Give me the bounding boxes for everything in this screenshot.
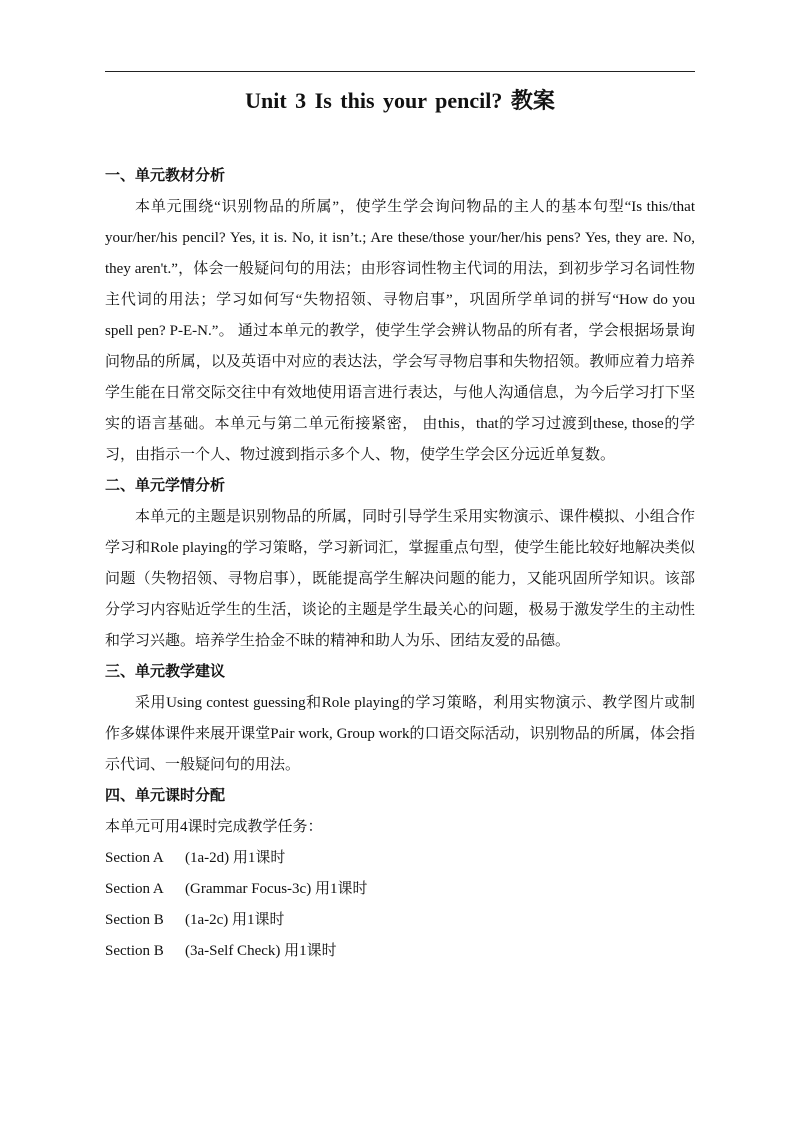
schedule-intro: 本单元可用4课时完成教学任务： bbox=[105, 819, 323, 835]
schedule-item bbox=[105, 936, 695, 967]
schedule-item-section: Section A bbox=[105, 850, 164, 866]
section-heading-learner: 二、单元学情分析 bbox=[105, 478, 226, 494]
schedule-item-section: Section B bbox=[105, 943, 164, 959]
schedule-item-section: Section B bbox=[105, 912, 164, 928]
section-body-analysis: 本单元围绕“识别物品的所属”，使学生学会询问物品的主人的基本句型“Is this/that your/her/his pencil? Yes, it is. No, it isn’t.; Are these/those your/her/his pens? Yes, they are. No, they aren't.”，体会一般疑问句的用法；由形容词性物主代词的用法，到初步学习名词性物主代词的用法；学习如何写“失物招领、寻物启事”，巩固所学单词的拼写“How do you spell pen? P-E-N.”。 通过本单元的教学，使学生学会辨认物品的所有者，学会根据场景询问物品的所属，以及英语中对应的表达法，学会写寻物启事和失物招领。教师应着力培养学生能在日常交际交往中有效地使用语言进行表达，与他人沟通信息，为今后学习打下坚实的语言基础。本单元与第二单元衔接紧密， 由this，that的学习过渡到these, those的学习，由指示一个人、物过渡到指示多个人、物，使学生学会区分远近单复数。 bbox=[105, 199, 695, 463]
schedule-item bbox=[105, 874, 695, 905]
schedule-item bbox=[105, 843, 695, 874]
section-heading-suggestions: 三、单元教学建议 bbox=[105, 664, 226, 680]
section-heading-analysis: 一、单元教材分析 bbox=[105, 168, 226, 184]
schedule-item-content: (1a-2c) 用1课时 bbox=[185, 912, 285, 928]
section-body-learner: 本单元的主题是识别物品的所属，同时引导学生采用实物演示、课件模拟、小组合作学习和Role playing的学习策略，学习新词汇，掌握重点句型，使学生能比较好地解决类似问题（失物招领、寻物启事），既能提高学生解决问题的能力，又能巩固所学知识。该部分学习内容贴近学生的生活，谈论的主题是学生最关心的问题，极易于激发学生的主动性和学习兴趣。培养学生拾金不昧的精神和助人为乐、团结友爱的品德。 bbox=[105, 509, 695, 649]
schedule-item-content: (1a-2d) 用1课时 bbox=[185, 850, 286, 866]
page-title: Unit 3 Is this your pencil? 教案 bbox=[245, 88, 555, 113]
section-heading-schedule: 四、单元课时分配 bbox=[105, 788, 226, 804]
header-rule bbox=[105, 71, 695, 72]
schedule-item bbox=[105, 905, 695, 936]
schedule-item-content: (3a-Self Check) 用1课时 bbox=[185, 943, 337, 959]
schedule-item-section: Section A bbox=[105, 881, 164, 897]
section-body-suggestions: 采用Using contest guessing和Role playing的学习策略，利用实物演示、教学图片或制作多媒体课件来展开课堂Pair work, Group work的口语交际活动，识别物品的所属，体会指示代词、一般疑问句的用法。 bbox=[105, 695, 695, 773]
schedule-item-content: (Grammar Focus-3c) 用1课时 bbox=[185, 881, 368, 897]
document-body bbox=[105, 161, 695, 967]
